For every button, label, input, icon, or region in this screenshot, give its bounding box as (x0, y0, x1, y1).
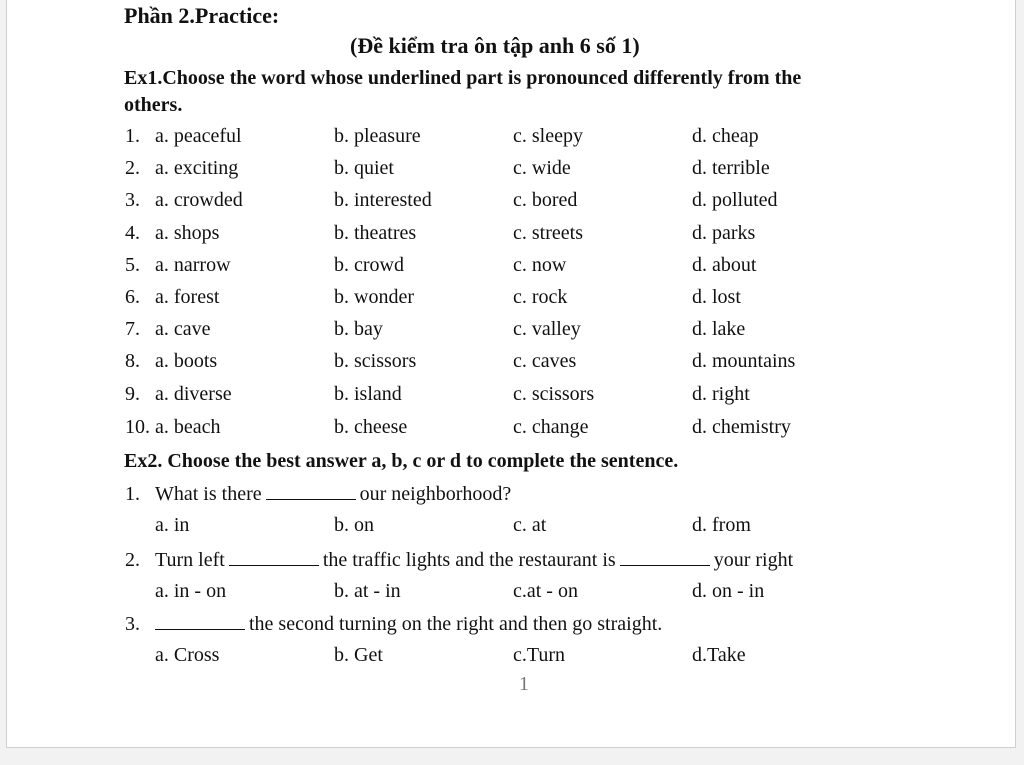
option-a: a. boots (155, 350, 218, 372)
ex2-question-2 (125, 547, 793, 572)
option-a: a. narrow (155, 254, 231, 276)
item-number: 5. (125, 254, 140, 276)
item-number: 7. (125, 318, 140, 340)
item-number: 2. (125, 157, 140, 179)
item-number: 6. (125, 286, 140, 308)
option-c: c. wide (513, 157, 571, 179)
ex1-item-9 (125, 383, 985, 413)
option-a: a. shops (155, 222, 220, 244)
answer-blank (266, 481, 356, 500)
document-page (6, 0, 1016, 748)
option-a: a. exciting (155, 157, 239, 179)
option-c: c. now (513, 254, 567, 276)
option-a: a. diverse (155, 383, 232, 405)
item-number: 10. (125, 416, 150, 438)
option-b: b. bay (334, 318, 383, 340)
option-d: d. chemistry (692, 416, 791, 438)
ex1-item-2 (125, 157, 985, 187)
part-title: Phần 2.Practice: (124, 3, 280, 28)
option-b: b. scissors (334, 350, 417, 372)
item-number: 4. (125, 222, 140, 244)
page-subtitle: (Đề kiểm tra ôn tập anh 6 số 1) (350, 33, 640, 58)
ex1-heading-line1: Ex1.Choose the word whose underlined part is pronounced differently from the (124, 67, 802, 89)
ex2-options-1 (125, 514, 985, 544)
option-d: d. cheap (692, 125, 759, 147)
option-d: d. mountains (692, 350, 796, 372)
question-text: Turn left (155, 549, 225, 571)
option-c: c. bored (513, 189, 578, 211)
option-a: a. Cross (155, 644, 220, 666)
option-d: d. right (692, 383, 750, 405)
option-d: d. about (692, 254, 757, 276)
option-d: d. from (692, 514, 751, 536)
option-d: d. lake (692, 318, 746, 340)
option-c: c. change (513, 416, 589, 438)
option-c: c. valley (513, 318, 581, 340)
ex1-item-5 (125, 254, 985, 284)
question-number: 3. (125, 613, 140, 635)
ex1-item-3 (125, 189, 985, 219)
ex1-item-10 (125, 416, 985, 446)
option-b: b. crowd (334, 254, 404, 276)
ex1-item-7 (125, 318, 985, 348)
option-a: a. in - on (155, 580, 227, 602)
ex2-heading: Ex2. Choose the best answer a, b, c or d to complete the sentence. (124, 450, 679, 472)
option-c: c.Turn (513, 644, 566, 666)
ex2-options-3 (125, 644, 985, 674)
question-text: our neighborhood? (359, 483, 512, 505)
question-text: the traffic lights and the restaurant is (322, 549, 616, 571)
item-number: 3. (125, 189, 140, 211)
question-text: your right (713, 549, 794, 571)
option-d: d. polluted (692, 189, 778, 211)
item-number: 9. (125, 383, 140, 405)
item-number: 1. (125, 125, 140, 147)
option-b: b. pleasure (334, 125, 421, 147)
option-d: d. lost (692, 286, 741, 308)
option-c: c. sleepy (513, 125, 583, 147)
option-c: c.at - on (513, 580, 578, 602)
option-c: c. rock (513, 286, 568, 308)
ex2-question-1 (125, 481, 511, 506)
option-b: b. wonder (334, 286, 414, 308)
question-text: What is there (155, 483, 262, 505)
ex1-item-4 (125, 222, 985, 252)
option-d: d. on - in (692, 580, 765, 602)
ex2-question-3 (125, 611, 662, 636)
ex1-heading-line2: others. (124, 94, 183, 116)
page-number: 1 (519, 673, 529, 695)
option-d: d.Take (692, 644, 746, 666)
option-c: c. at (513, 514, 547, 536)
option-a: a. crowded (155, 189, 243, 211)
ex2-options-2 (125, 580, 985, 610)
option-a: a. cave (155, 318, 211, 340)
option-b: b. cheese (334, 416, 408, 438)
option-b: b. on (334, 514, 374, 536)
option-a: a. forest (155, 286, 220, 308)
ex1-item-1 (125, 125, 985, 155)
answer-blank (620, 547, 710, 566)
option-c: c. scissors (513, 383, 595, 405)
option-b: b. Get (334, 644, 383, 666)
question-text: the second turning on the right and then go straight. (249, 613, 663, 635)
option-c: c. caves (513, 350, 577, 372)
option-c: c. streets (513, 222, 583, 244)
option-a: a. beach (155, 416, 221, 438)
option-b: b. island (334, 383, 402, 405)
option-b: b. at - in (334, 580, 401, 602)
option-b: b. theatres (334, 222, 417, 244)
ex1-item-6 (125, 286, 985, 316)
option-b: b. quiet (334, 157, 394, 179)
answer-blank (229, 547, 319, 566)
ex1-item-8 (125, 350, 985, 380)
option-a: a. in (155, 514, 190, 536)
option-a: a. peaceful (155, 125, 242, 147)
answer-blank (155, 611, 245, 630)
option-d: d. parks (692, 222, 756, 244)
item-number: 8. (125, 350, 140, 372)
option-d: d. terrible (692, 157, 770, 179)
option-b: b. interested (334, 189, 432, 211)
question-number: 1. (125, 483, 140, 505)
question-number: 2. (125, 549, 140, 571)
